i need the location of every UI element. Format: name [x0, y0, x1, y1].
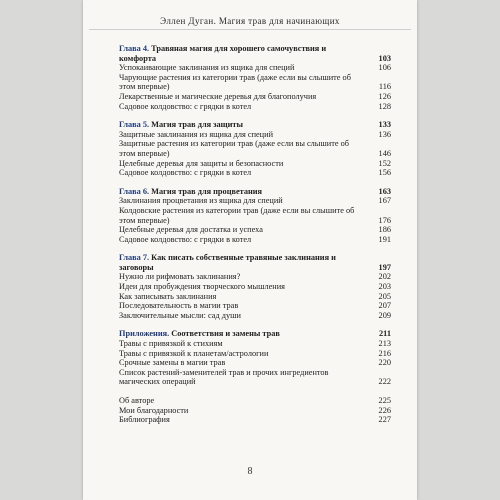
toc-entry [119, 282, 391, 292]
book-page [83, 0, 417, 500]
toc-entry-text: Успокаивающие заклинания из ящика для специй [119, 63, 295, 73]
toc-entry-page-number: 202 [378, 272, 391, 282]
toc-entry-text: Заключительные мысли: сад души [119, 310, 241, 320]
chapter-page-number: 103 [378, 53, 391, 63]
chapter-heading-text [119, 329, 371, 339]
chapter-heading [119, 44, 391, 63]
toc-entry-text: Последовательность в магии трав [119, 301, 239, 311]
toc-entry-page-number: 116 [378, 82, 391, 92]
toc-section [119, 44, 391, 111]
toc-entry [119, 358, 391, 368]
toc-entry-page-number: 226 [378, 405, 391, 415]
chapter-title: Соответствия и замены трав [171, 329, 280, 339]
toc-entry-text: Нужно ли рифмовать заклинания? [119, 272, 241, 282]
chapter-label: Глава 7. [119, 253, 150, 263]
chapter-heading-text [119, 120, 371, 130]
toc-entry-text: Целебные деревья для защиты и безопасности [119, 158, 284, 168]
chapter-title: Магия трав для защиты [151, 120, 243, 130]
toc-entry [119, 396, 391, 406]
toc-entry-text: Защитные заклинания из ящика для специй [119, 129, 274, 139]
chapter-heading-text [119, 187, 371, 197]
toc-entry-text: Заклинания процветания из ящика для специй [119, 196, 283, 206]
toc-entry [119, 292, 391, 302]
toc-entry-text: Колдовские растения из категории трав (даже если вы слышите об этом впервые) [119, 205, 355, 225]
toc-entry-page-number: 207 [378, 301, 391, 311]
toc-entry [119, 368, 391, 387]
toc-entry [119, 339, 391, 349]
toc-entry-page-number: 225 [378, 396, 391, 405]
toc-entry-page-number: 205 [378, 291, 391, 301]
toc-entry-page-number: 176 [378, 215, 391, 225]
toc-entry-page-number: 191 [378, 234, 391, 244]
toc-section [119, 120, 391, 178]
toc-section [119, 253, 391, 320]
chapter-title: Травяная магия для хорошего самочувствия и комфорта [119, 44, 327, 63]
toc-entry [119, 73, 391, 92]
toc-section [119, 396, 391, 425]
chapter-title: Магия трав для процветания [151, 186, 263, 196]
toc-entry-page-number: 126 [378, 91, 391, 101]
toc-entry [119, 92, 391, 102]
chapter-heading [119, 120, 391, 130]
toc-entry-text: Защитные растения из категории трав (даже если вы слышите об этом впервые) [119, 139, 349, 158]
chapter-page-number: 133 [378, 120, 391, 130]
toc-entry [119, 159, 391, 169]
chapter-heading-text [119, 253, 371, 272]
chapter-heading [119, 329, 391, 339]
toc-entry-text: Идеи для пробуждения творческого мышления [119, 282, 285, 292]
toc-entry-text: Садовое колдовство: с грядки в котел [119, 168, 252, 178]
toc-entry-page-number: 136 [378, 129, 391, 139]
toc-entry-text: Садовое колдовство: с грядки в котел [119, 234, 252, 244]
chapter-page-number: 197 [378, 262, 391, 272]
toc-entry-text: Срочные замены в магии трав [119, 358, 226, 368]
toc-entry-text: Травы с привязкой к планетам/астрологии [119, 348, 269, 358]
toc-entry-page-number: 203 [378, 282, 391, 292]
toc-entry-text: Чарующие растения из категории трав (даже если вы слышите об этом впервые) [119, 72, 351, 92]
toc-entry [119, 206, 391, 225]
toc-entry [119, 301, 391, 311]
toc-entry [119, 349, 391, 359]
toc-entry [119, 225, 391, 235]
toc-entry-text: Мои благодарности [119, 405, 189, 415]
toc-entry-text: Библиография [119, 415, 170, 425]
toc-entry-page-number: 222 [378, 377, 391, 387]
chapter-label: Приложения. [119, 329, 170, 339]
toc-entry-page-number: 213 [378, 339, 391, 349]
chapter-heading [119, 187, 391, 197]
toc-entry [119, 168, 391, 178]
toc-entry-page-number: 220 [378, 358, 391, 368]
toc-entry [119, 311, 391, 321]
table-of-contents [119, 44, 391, 434]
page-number: 8 [247, 466, 253, 477]
toc-entry-page-number: 152 [378, 158, 391, 168]
toc-entry-text: Как записывать заклинания [119, 291, 217, 301]
toc-section [119, 187, 391, 245]
toc-entry [119, 139, 391, 158]
toc-entry [119, 196, 391, 206]
toc-entry-page-number: 186 [378, 225, 391, 235]
toc-entry-page-number: 156 [378, 168, 391, 178]
chapter-page-number: 163 [378, 186, 391, 196]
toc-entry [119, 415, 391, 425]
toc-entry-text: Садовое колдовство: с грядки в котел [119, 101, 252, 111]
toc-entry-text: Целебные деревья для достатка и успеха [119, 225, 263, 235]
toc-entry [119, 272, 391, 282]
toc-entry-page-number: 209 [378, 310, 391, 320]
running-header: Эллен Дуган. Магия трав для начинающих [160, 16, 340, 26]
toc-entry-text: Об авторе [119, 396, 155, 405]
header-divider [89, 29, 411, 30]
chapter-heading [119, 253, 391, 272]
toc-entry-page-number: 227 [378, 415, 391, 425]
toc-entry [119, 406, 391, 416]
toc-entry [119, 102, 391, 112]
toc-entry-page-number: 216 [378, 348, 391, 358]
toc-entry-text: Лекарственные и магические деревья для благополучия [119, 91, 317, 101]
toc-section [119, 329, 391, 387]
chapter-label: Глава 4. [119, 44, 150, 53]
toc-entry [119, 130, 391, 140]
chapter-title: Как писать собственные травяные заклинания и заговоры [119, 253, 336, 272]
toc-entry-page-number: 106 [378, 63, 391, 73]
toc-entry [119, 235, 391, 245]
chapter-label: Глава 6. [119, 186, 150, 196]
toc-entry [119, 63, 391, 73]
chapter-label: Глава 5. [119, 120, 150, 130]
toc-entry-page-number: 128 [378, 101, 391, 111]
toc-entry-page-number: 146 [378, 148, 391, 158]
toc-entry-text: Травы с привязкой к стихиям [119, 339, 223, 349]
chapter-page-number: 211 [379, 329, 391, 339]
toc-entry-page-number: 167 [378, 196, 391, 206]
chapter-heading-text [119, 44, 371, 63]
toc-entry-text: Список растений-заменителей трав и прочих ингредиентов магических операций [119, 367, 329, 387]
